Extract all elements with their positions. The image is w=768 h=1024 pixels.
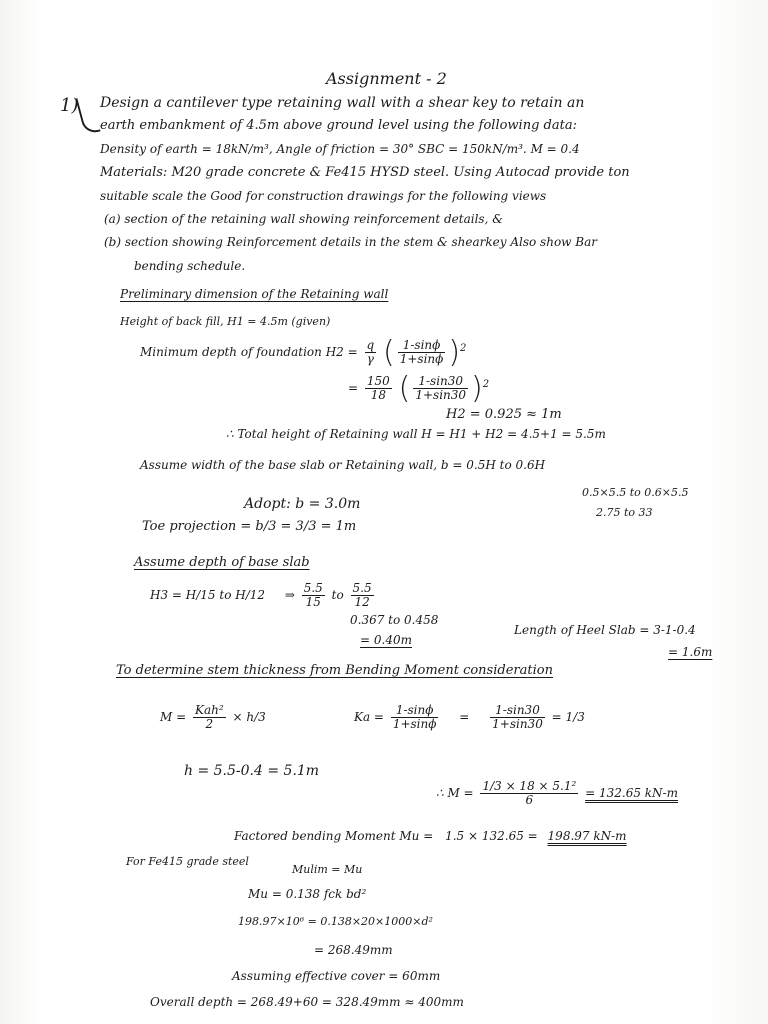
problem-line-1: Design a cantilever type retaining wall with a shear key to retain an [100, 95, 585, 111]
moment-den: 6 [525, 793, 534, 808]
h3-expression [150, 582, 377, 609]
assignment-title: Assignment - 2 [326, 69, 447, 88]
power-two: 2 [460, 343, 467, 354]
sin-ratio-fraction [398, 339, 446, 366]
question-number: 1) [60, 95, 79, 116]
sin-ratio-den: 1+sinϕ [399, 352, 444, 366]
ka-result: = 1/3 [551, 710, 585, 725]
problem-line-7: (b) section showing Reinforcement details in the stem & shearkey Also show Bar [104, 235, 597, 249]
kah-fraction [193, 704, 226, 731]
to-word: to [331, 588, 344, 603]
frac-a-num: 5.5 [303, 581, 323, 595]
frac-b-den: 12 [354, 595, 370, 610]
adopt-width: Adopt: b = 3.0m [244, 496, 361, 512]
sbc-fraction [365, 375, 392, 402]
ka-equals: = [459, 710, 470, 725]
moment-formula [160, 704, 266, 731]
sin30-fraction [413, 375, 468, 402]
stem-heading: To determine stem thickness from Bending Moment consideration [116, 663, 553, 678]
h2-result: H2 = 0.925 ≈ 1m [446, 407, 562, 422]
mu-substitution: 198.97×10⁶ = 0.138×20×1000×d² [238, 915, 433, 928]
ka-fraction-1 [391, 704, 439, 731]
question-bracket [75, 95, 100, 136]
h3-expr: H3 = H/15 to H/12 [150, 588, 266, 603]
problem-line-3: Density of earth = 18kN/m³, Angle of friction = 30° SBC = 150kN/m³. M = 0.4 [100, 142, 580, 156]
problem-line-6: (a) section of the retaining wall showing reinforcement details, & [104, 212, 503, 226]
q-symbol: q [366, 337, 375, 352]
problem-line-5: suitable scale the Good for construction drawings for the following views [100, 189, 547, 203]
q-gamma-fraction [365, 339, 377, 366]
mu-expression: Mu = 0.138 fck bd² [248, 887, 367, 901]
sin30-den: 1+sin30 [415, 388, 467, 402]
ka2-den: 1+sin30 [492, 717, 543, 732]
implies-arrow: ⇒ [284, 588, 295, 603]
problem-line-4: Materials: M20 grade concrete & Fe415 HYSD steel. Using Autocad provide ton [100, 165, 630, 180]
depth-range: 0.367 to 0.458 [350, 613, 439, 627]
factored-calc: 1.5 × 132.65 = [445, 829, 538, 843]
sbc-den: 18 [370, 388, 386, 402]
factored-result: 198.97 kN-m [547, 829, 627, 843]
d-result: = 268.49mm [314, 943, 393, 957]
moment-result: = 132.65 kN-m [585, 786, 678, 801]
frac-a-den: 15 [305, 595, 321, 610]
m-calc-prefix: ∴ M = [436, 786, 474, 801]
depth-adopt: = 0.40m [360, 633, 412, 647]
sin-ratio-num: 1-sinϕ [398, 339, 446, 353]
sbc-num: 150 [366, 373, 390, 388]
width-range: 2.75 to 33 [596, 506, 653, 519]
total-height: ∴ Total height of Retaining wall H = H1 + H2 = 4.5+1 = 5.5m [226, 427, 606, 441]
heel-length: Length of Heel Slab = 3-1-0.4 [514, 623, 696, 637]
heel-result: = 1.6m [668, 645, 713, 659]
ka1-den: 1+sinϕ [392, 717, 437, 732]
min-depth-label: Minimum depth of foundation H2 = [140, 345, 358, 359]
width-calc: 0.5×5.5 to 0.6×5.5 [582, 486, 689, 499]
moment-calc [436, 780, 678, 807]
h-stem: h = 5.5-0.4 = 5.1m [184, 763, 320, 779]
h3-frac-b [351, 582, 374, 609]
moment-fraction [480, 780, 578, 807]
min-depth-equation: Minimum depth of foundation H2 = $\frac{q}{\gamma}$ ( $\frac{1-\sin\phi}{1+\sin\phi}$ )$^2$ [140, 335, 467, 370]
m-label: M = [160, 710, 187, 725]
ka1-num: 1-sinϕ [391, 704, 439, 718]
factored-moment [234, 830, 627, 843]
prelim-heading: Preliminary dimension of the Retaining wall [120, 287, 389, 301]
m-suffix: × h/3 [232, 710, 266, 725]
overall-depth: Overall depth = 268.49+60 = 328.49mm ≈ 400mm [150, 995, 464, 1009]
problem-line-8: bending schedule. [134, 259, 246, 273]
ka2-num: 1-sin30 [490, 704, 545, 718]
ka-fraction-2 [490, 704, 545, 731]
moment-num: 1/3 × 18 × 5.1² [482, 779, 577, 793]
power-two-b: 2 [482, 379, 490, 390]
ka-formula [354, 704, 585, 731]
h3-frac-a [302, 582, 325, 609]
ka-label: Ka = [354, 710, 384, 725]
equals-sign: = [348, 381, 359, 395]
assume-width: Assume width of the base slab or Retaining wall, b = 0.5H to 0.6H [140, 458, 546, 472]
gamma-symbol: γ [366, 352, 374, 366]
sin30-num: 1-sin30 [413, 375, 468, 389]
min-depth-substitution: = $\frac{150}{18}$ ( $\frac{1-\sin 30}{1+\sin 30}$ )$^2$ [348, 371, 490, 406]
kah-num: Kah² [194, 703, 224, 717]
kah-den: 2 [205, 717, 214, 732]
base-depth-heading: Assume depth of base slab [134, 555, 310, 570]
factored-label: Factored bending Moment Mu = [234, 829, 434, 843]
prelim-height: Height of back fill, H1 = 4.5m (given) [120, 315, 331, 328]
problem-line-2: earth embankment of 4.5m above ground level using the following data: [100, 118, 577, 133]
effective-cover: Assuming effective cover = 60mm [232, 969, 441, 983]
fe415-label: For Fe415 grade steel [126, 855, 249, 868]
toe-projection: Toe projection = b/3 = 3/3 = 1m [142, 519, 357, 534]
frac-b-num: 5.5 [352, 581, 372, 595]
mulim-equation: Mulim = Mu [292, 863, 363, 876]
